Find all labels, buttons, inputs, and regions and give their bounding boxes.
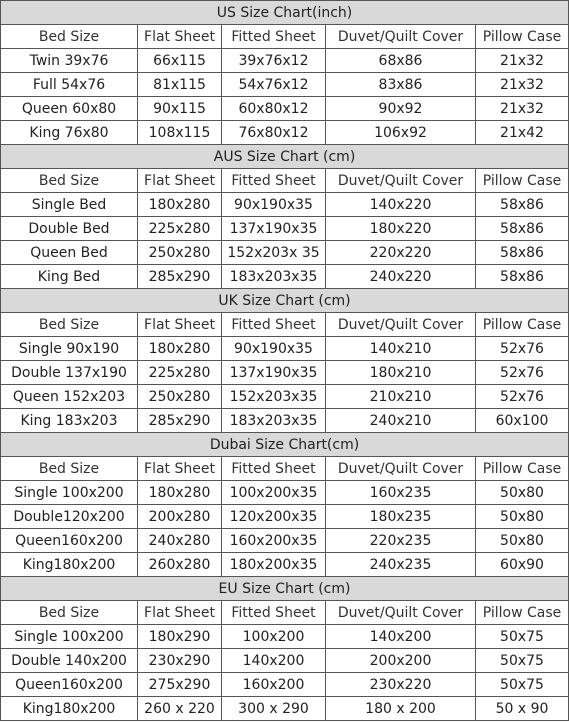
section-title-row xyxy=(1,433,569,457)
cell-flat-sheet: 180x280 xyxy=(138,193,222,217)
cell-flat-sheet: 260x280 xyxy=(138,553,222,577)
table-row xyxy=(1,193,569,217)
table-row xyxy=(1,529,569,553)
cell-fitted-sheet: 100x200x35 xyxy=(222,481,326,505)
cell-bed-size: Double 140x200 xyxy=(1,649,138,673)
column-header-flat-sheet: Flat Sheet xyxy=(138,25,222,49)
cell-pillow-case: 50x75 xyxy=(476,625,569,649)
cell-duvet-cover: 180x210 xyxy=(326,361,476,385)
column-header-row xyxy=(1,313,569,337)
cell-bed-size: Twin 39x76 xyxy=(1,49,138,73)
section-title-row xyxy=(1,577,569,601)
cell-pillow-case: 58x86 xyxy=(476,217,569,241)
cell-flat-sheet: 250x280 xyxy=(138,385,222,409)
cell-fitted-sheet: 180x200x35 xyxy=(222,553,326,577)
cell-fitted-sheet: 100x200 xyxy=(222,625,326,649)
cell-flat-sheet: 285x290 xyxy=(138,409,222,433)
column-header-pillow-case: Pillow Case xyxy=(476,601,569,625)
cell-pillow-case: 21x42 xyxy=(476,121,569,145)
column-header-pillow-case: Pillow Case xyxy=(476,169,569,193)
cell-bed-size: Queen 60x80 xyxy=(1,97,138,121)
cell-pillow-case: 52x76 xyxy=(476,337,569,361)
column-header-pillow-case: Pillow Case xyxy=(476,313,569,337)
cell-fitted-sheet: 183x203x35 xyxy=(222,409,326,433)
cell-flat-sheet: 230x290 xyxy=(138,649,222,673)
cell-duvet-cover: 200x200 xyxy=(326,649,476,673)
cell-duvet-cover: 160x235 xyxy=(326,481,476,505)
cell-bed-size: Double120x200 xyxy=(1,505,138,529)
cell-duvet-cover: 180x220 xyxy=(326,217,476,241)
table-row xyxy=(1,505,569,529)
column-header-row xyxy=(1,169,569,193)
cell-pillow-case: 58x86 xyxy=(476,265,569,289)
cell-pillow-case: 21x32 xyxy=(476,49,569,73)
column-header-duvet-cover: Duvet/Quilt Cover xyxy=(326,25,476,49)
cell-fitted-sheet: 152x203x35 xyxy=(222,385,326,409)
cell-fitted-sheet: 300 x 290 xyxy=(222,697,326,721)
section-title-row xyxy=(1,145,569,169)
cell-fitted-sheet: 140x200 xyxy=(222,649,326,673)
cell-pillow-case: 58x86 xyxy=(476,241,569,265)
cell-bed-size: King 183x203 xyxy=(1,409,138,433)
table-row xyxy=(1,673,569,697)
cell-bed-size: Single 100x200 xyxy=(1,481,138,505)
cell-pillow-case: 52x76 xyxy=(476,361,569,385)
section-title-us: US Size Chart(inch) xyxy=(1,1,569,25)
cell-flat-sheet: 225x280 xyxy=(138,361,222,385)
table-row xyxy=(1,73,569,97)
cell-bed-size: Single 100x200 xyxy=(1,625,138,649)
table-row xyxy=(1,697,569,721)
cell-duvet-cover: 220x235 xyxy=(326,529,476,553)
cell-flat-sheet: 180x290 xyxy=(138,625,222,649)
column-header-bed-size: Bed Size xyxy=(1,25,138,49)
cell-fitted-sheet: 137x190x35 xyxy=(222,361,326,385)
cell-fitted-sheet: 76x80x12 xyxy=(222,121,326,145)
cell-pillow-case: 21x32 xyxy=(476,97,569,121)
cell-flat-sheet: 250x280 xyxy=(138,241,222,265)
cell-duvet-cover: 240x210 xyxy=(326,409,476,433)
table-row xyxy=(1,217,569,241)
size-chart-body xyxy=(1,1,569,721)
cell-fitted-sheet: 137x190x35 xyxy=(222,217,326,241)
column-header-duvet-cover: Duvet/Quilt Cover xyxy=(326,313,476,337)
column-header-row xyxy=(1,25,569,49)
cell-duvet-cover: 230x220 xyxy=(326,673,476,697)
column-header-bed-size: Bed Size xyxy=(1,169,138,193)
table-row xyxy=(1,385,569,409)
cell-fitted-sheet: 90x190x35 xyxy=(222,337,326,361)
section-title-row xyxy=(1,289,569,313)
section-title-eu: EU Size Chart (cm) xyxy=(1,577,569,601)
cell-duvet-cover: 140x200 xyxy=(326,625,476,649)
cell-bed-size: King180x200 xyxy=(1,553,138,577)
column-header-pillow-case: Pillow Case xyxy=(476,25,569,49)
cell-duvet-cover: 140x220 xyxy=(326,193,476,217)
cell-flat-sheet: 275x290 xyxy=(138,673,222,697)
section-title-uk: UK Size Chart (cm) xyxy=(1,289,569,313)
cell-fitted-sheet: 54x76x12 xyxy=(222,73,326,97)
cell-bed-size: Double Bed xyxy=(1,217,138,241)
cell-flat-sheet: 240x280 xyxy=(138,529,222,553)
cell-fitted-sheet: 160x200x35 xyxy=(222,529,326,553)
cell-duvet-cover: 106x92 xyxy=(326,121,476,145)
cell-bed-size: King 76x80 xyxy=(1,121,138,145)
cell-duvet-cover: 180x235 xyxy=(326,505,476,529)
cell-flat-sheet: 90x115 xyxy=(138,97,222,121)
cell-flat-sheet: 81x115 xyxy=(138,73,222,97)
cell-duvet-cover: 220x220 xyxy=(326,241,476,265)
cell-bed-size: Single 90x190 xyxy=(1,337,138,361)
column-header-fitted-sheet: Fitted Sheet xyxy=(222,601,326,625)
cell-fitted-sheet: 120x200x35 xyxy=(222,505,326,529)
cell-pillow-case: 52x76 xyxy=(476,385,569,409)
cell-pillow-case: 50 x 90 xyxy=(476,697,569,721)
column-header-bed-size: Bed Size xyxy=(1,601,138,625)
cell-pillow-case: 50x80 xyxy=(476,529,569,553)
column-header-flat-sheet: Flat Sheet xyxy=(138,313,222,337)
cell-flat-sheet: 66x115 xyxy=(138,49,222,73)
cell-duvet-cover: 68x86 xyxy=(326,49,476,73)
column-header-bed-size: Bed Size xyxy=(1,457,138,481)
cell-fitted-sheet: 152x203x 35 xyxy=(222,241,326,265)
cell-bed-size: Full 54x76 xyxy=(1,73,138,97)
cell-pillow-case: 50x75 xyxy=(476,673,569,697)
table-row xyxy=(1,265,569,289)
column-header-pillow-case: Pillow Case xyxy=(476,457,569,481)
cell-duvet-cover: 210x210 xyxy=(326,385,476,409)
section-title-row xyxy=(1,1,569,25)
cell-fitted-sheet: 39x76x12 xyxy=(222,49,326,73)
cell-pillow-case: 60x100 xyxy=(476,409,569,433)
table-row xyxy=(1,121,569,145)
table-row xyxy=(1,649,569,673)
column-header-fitted-sheet: Fitted Sheet xyxy=(222,25,326,49)
column-header-duvet-cover: Duvet/Quilt Cover xyxy=(326,169,476,193)
cell-flat-sheet: 108x115 xyxy=(138,121,222,145)
column-header-flat-sheet: Flat Sheet xyxy=(138,169,222,193)
cell-bed-size: King Bed xyxy=(1,265,138,289)
cell-duvet-cover: 90x92 xyxy=(326,97,476,121)
column-header-flat-sheet: Flat Sheet xyxy=(138,457,222,481)
column-header-duvet-cover: Duvet/Quilt Cover xyxy=(326,601,476,625)
table-row xyxy=(1,361,569,385)
column-header-bed-size: Bed Size xyxy=(1,313,138,337)
cell-fitted-sheet: 90x190x35 xyxy=(222,193,326,217)
table-row xyxy=(1,97,569,121)
cell-fitted-sheet: 183x203x35 xyxy=(222,265,326,289)
cell-fitted-sheet: 60x80x12 xyxy=(222,97,326,121)
column-header-row xyxy=(1,457,569,481)
cell-flat-sheet: 225x280 xyxy=(138,217,222,241)
cell-duvet-cover: 83x86 xyxy=(326,73,476,97)
cell-bed-size: King180x200 xyxy=(1,697,138,721)
column-header-row xyxy=(1,601,569,625)
table-row xyxy=(1,553,569,577)
cell-bed-size: Queen160x200 xyxy=(1,529,138,553)
cell-pillow-case: 21x32 xyxy=(476,73,569,97)
cell-bed-size: Double 137x190 xyxy=(1,361,138,385)
column-header-flat-sheet: Flat Sheet xyxy=(138,601,222,625)
cell-flat-sheet: 180x280 xyxy=(138,337,222,361)
table-row xyxy=(1,481,569,505)
table-row xyxy=(1,49,569,73)
section-title-aus: AUS Size Chart (cm) xyxy=(1,145,569,169)
cell-duvet-cover: 180 x 200 xyxy=(326,697,476,721)
column-header-duvet-cover: Duvet/Quilt Cover xyxy=(326,457,476,481)
table-row xyxy=(1,625,569,649)
cell-duvet-cover: 140x210 xyxy=(326,337,476,361)
cell-bed-size: Queen 152x203 xyxy=(1,385,138,409)
table-row xyxy=(1,241,569,265)
column-header-fitted-sheet: Fitted Sheet xyxy=(222,457,326,481)
cell-bed-size: Single Bed xyxy=(1,193,138,217)
cell-pillow-case: 58x86 xyxy=(476,193,569,217)
cell-flat-sheet: 285x290 xyxy=(138,265,222,289)
cell-duvet-cover: 240x220 xyxy=(326,265,476,289)
cell-flat-sheet: 260 x 220 xyxy=(138,697,222,721)
cell-pillow-case: 50x80 xyxy=(476,481,569,505)
cell-fitted-sheet: 160x200 xyxy=(222,673,326,697)
column-header-fitted-sheet: Fitted Sheet xyxy=(222,313,326,337)
cell-flat-sheet: 200x280 xyxy=(138,505,222,529)
cell-pillow-case: 60x90 xyxy=(476,553,569,577)
cell-duvet-cover: 240x235 xyxy=(326,553,476,577)
cell-pillow-case: 50x80 xyxy=(476,505,569,529)
cell-flat-sheet: 180x280 xyxy=(138,481,222,505)
section-title-dubai: Dubai Size Chart(cm) xyxy=(1,433,569,457)
column-header-fitted-sheet: Fitted Sheet xyxy=(222,169,326,193)
cell-pillow-case: 50x75 xyxy=(476,649,569,673)
cell-bed-size: Queen160x200 xyxy=(1,673,138,697)
table-row xyxy=(1,337,569,361)
table-row xyxy=(1,409,569,433)
cell-bed-size: Queen Bed xyxy=(1,241,138,265)
